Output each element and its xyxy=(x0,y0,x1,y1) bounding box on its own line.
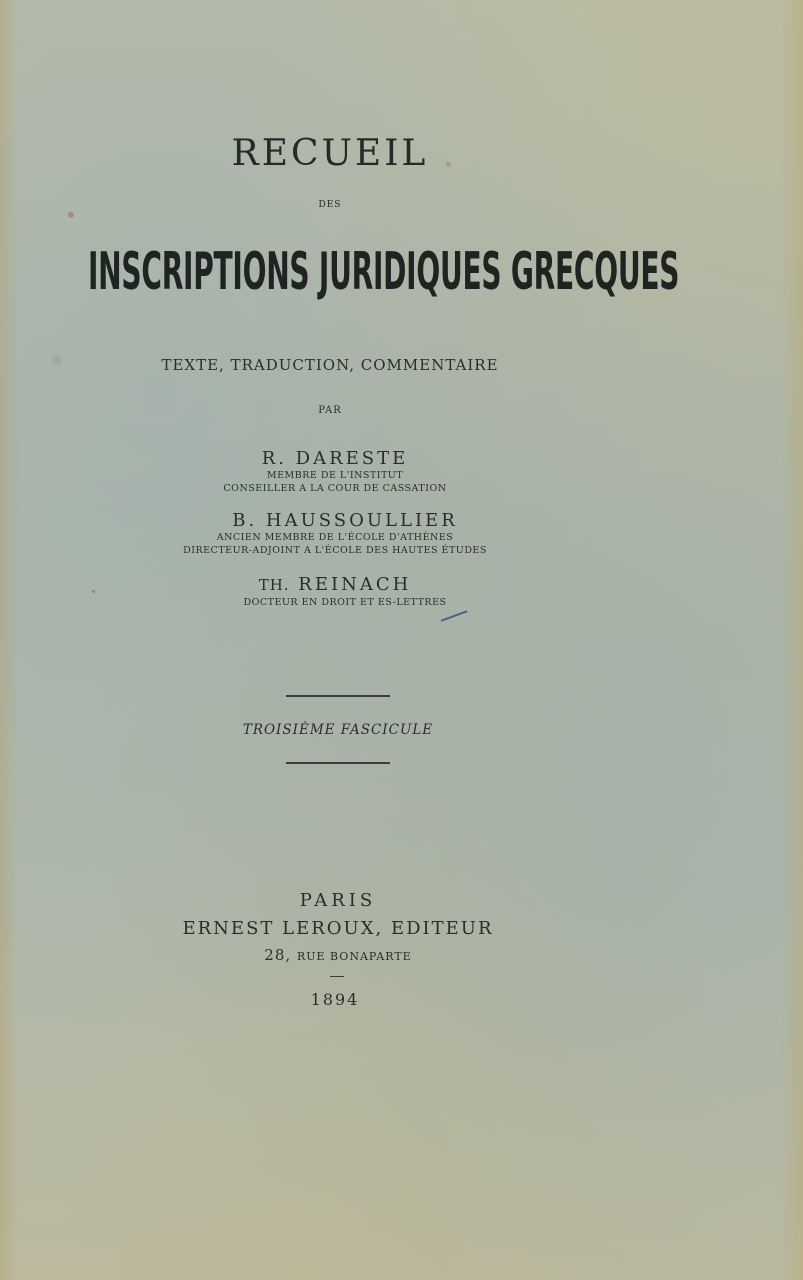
divider-rule xyxy=(286,762,390,764)
author-name: REINACH xyxy=(298,574,412,595)
imprint-dash xyxy=(330,976,344,977)
pen-mark xyxy=(441,610,468,621)
author-name: B. HAUSSOULLIER xyxy=(232,510,458,531)
subtitle: TEXTE, TRADUCTION, COMMENTAIRE xyxy=(161,356,499,374)
imprint-city: PARIS xyxy=(299,890,377,911)
author-role: ANCIEN MEMBRE DE L'ÉCOLE D'ATHÈNES xyxy=(216,532,454,543)
fascicule-label: TROISIÈME FASCICULE xyxy=(242,722,434,738)
address-number: 28, xyxy=(264,946,292,964)
author-name-line xyxy=(0,574,670,595)
foxing-spot xyxy=(68,212,74,218)
author-role: DOCTEUR EN DROIT ET ES-LETTRES xyxy=(243,597,447,608)
paper-edge-left xyxy=(0,0,18,1280)
divider-rule xyxy=(286,695,390,697)
title-connector: DES xyxy=(318,200,342,210)
author-name: R. DARESTE xyxy=(261,448,409,469)
author-name-prefix: TH. xyxy=(258,576,290,594)
imprint-address xyxy=(0,946,676,964)
imprint-publisher: ERNEST LEROUX, EDITEUR xyxy=(182,918,494,939)
main-title: INSCRIPTIONS JURIDIQUES GRECQUES xyxy=(88,242,680,302)
book-title: RECUEIL xyxy=(231,133,429,174)
address-street: RUE BONAPARTE xyxy=(296,950,412,963)
author-role: CONSEILLER A LA COUR DE CASSATION xyxy=(223,483,447,494)
imprint-year: 1894 xyxy=(310,990,360,1009)
author-role: DIRECTEUR-ADJOINT A L'ÉCOLE DES HAUTES ÉTUDES xyxy=(183,545,487,556)
by-label: PAR xyxy=(318,405,342,416)
paper-edge-right xyxy=(781,0,803,1280)
author-role: MEMBRE DE L'INSTITUT xyxy=(266,470,404,481)
